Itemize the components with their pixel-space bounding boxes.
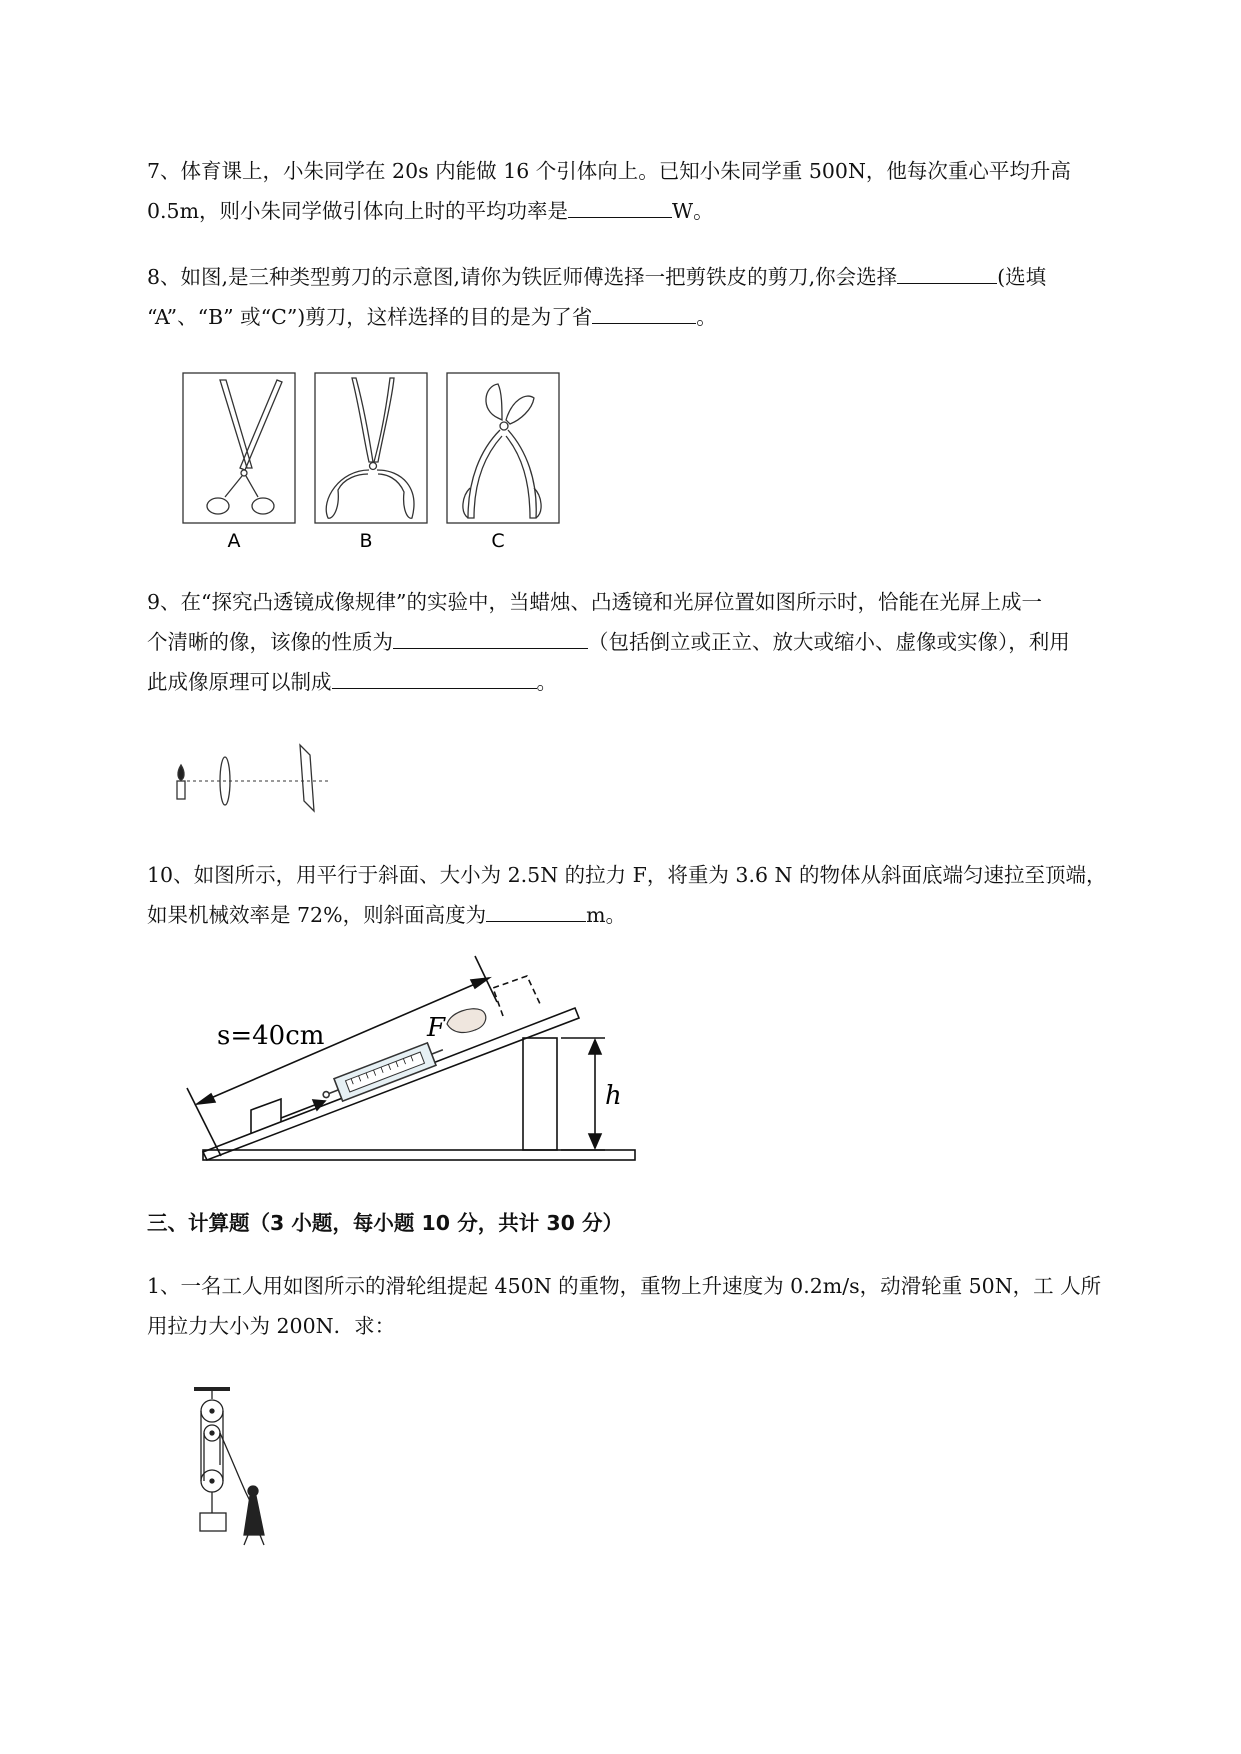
c1-line2: 用拉力大小为 200N．求： <box>147 1314 396 1338</box>
load-box <box>200 1513 226 1531</box>
q9-answer-blank-2[interactable] <box>332 666 537 689</box>
s-label: s=40cm <box>217 1021 325 1051</box>
q10-answer-blank[interactable] <box>486 899 586 922</box>
q9-line1: 9、在“探究凸透镜成像规律”的实验中，当蜡烛、凸透镜和光屏位置如图所示时，恰能在光屏上成一 <box>147 590 1043 614</box>
scissors-label-c: C <box>491 530 505 552</box>
scissors-b-icon <box>326 378 414 518</box>
q8-text2-pre: “A”、“B” 或“C”)剪刀，这样选择的目的是为了省 <box>147 305 593 329</box>
q7-text-post: W。 <box>672 199 714 223</box>
q8-line1 <box>147 257 1147 297</box>
light-screen-icon <box>300 745 314 811</box>
section-title: 三、计算题（3 小题，每小题 10 分，共计 30 分） <box>147 1211 624 1235</box>
q8-answer-blank-2[interactable] <box>592 301 696 324</box>
pull-rope <box>220 1433 246 1493</box>
pulley-figure <box>190 1385 290 1550</box>
candle-icon <box>177 781 185 799</box>
q8-text-post: (选填 <box>997 265 1047 289</box>
worker-icon <box>244 1486 264 1545</box>
q9-answer-blank-1[interactable] <box>393 626 588 649</box>
s-arrow-start-icon <box>197 1094 215 1104</box>
q10-line1: 10、如图所示，用平行于斜面、大小为 2.5N 的拉力 F，将重为 3.6 N 的物体从斜面底端匀速拉至顶端， <box>147 863 1107 887</box>
scissors-label-a: A <box>227 530 241 552</box>
q7-line1: 7、体育课上，小朱同学在 20s 内能做 16 个引体向上。已知小朱同学重 500N，他每次重心平均升高 <box>147 159 1071 183</box>
q7-line2 <box>147 191 1147 231</box>
h-arrow-top-icon <box>589 1040 601 1054</box>
q7-answer-blank[interactable] <box>568 195 672 218</box>
h-label: h <box>605 1081 622 1111</box>
hand-icon <box>447 1009 486 1033</box>
q9-text3-post: 。 <box>536 670 557 694</box>
object-dashed-position <box>493 976 541 1016</box>
lens-setup-figure <box>170 735 330 810</box>
q9-line2 <box>147 622 1147 662</box>
q10-line2 <box>147 895 1147 935</box>
c1-line1: 1、一名工人用如图所示的滑轮组提起 450N 的重物，重物上升速度为 0.2m/s，动滑轮重 50N，工 人所 <box>147 1274 1102 1298</box>
q8-text2-post: 。 <box>696 305 717 329</box>
q9-text3-pre: 此成像原理可以制成 <box>147 670 332 694</box>
incline-figure <box>175 960 645 1170</box>
q10-text-post: m。 <box>586 903 627 927</box>
q7-text-pre: 0.5m，则小朱同学做引体向上时的平均功率是 <box>147 199 569 223</box>
flame-icon <box>178 765 184 780</box>
scissors-figure <box>180 370 570 555</box>
q8-text-pre: 8、如图,是三种类型剪刀的示意图,请你为铁匠师傅选择一把剪铁皮的剪刀,你会选择 <box>147 265 898 289</box>
base-plate <box>203 1150 635 1160</box>
h-arrow-bottom-icon <box>589 1134 601 1148</box>
scissors-c-icon <box>463 384 541 518</box>
support-block <box>523 1038 557 1150</box>
f-label: F <box>427 1013 446 1043</box>
q10-text-pre: 如果机械效率是 72%，则斜面高度为 <box>147 903 487 927</box>
q9-text-post: （包括倒立或正立、放大或缩小、虚像或实像），利用 <box>588 630 1070 654</box>
q9-text-pre: 个清晰的像，该像的性质为 <box>147 630 393 654</box>
q8-line2 <box>147 297 1147 337</box>
q8-answer-blank-1[interactable] <box>897 261 997 284</box>
q9-line3 <box>147 662 1147 702</box>
scissors-label-b: B <box>359 530 373 552</box>
spring-scale-icon <box>319 1039 447 1107</box>
scissors-a-icon <box>207 380 282 514</box>
object-block <box>251 1099 281 1134</box>
scissors-a-frame <box>183 373 295 523</box>
s-arrow-end-icon <box>471 978 489 988</box>
